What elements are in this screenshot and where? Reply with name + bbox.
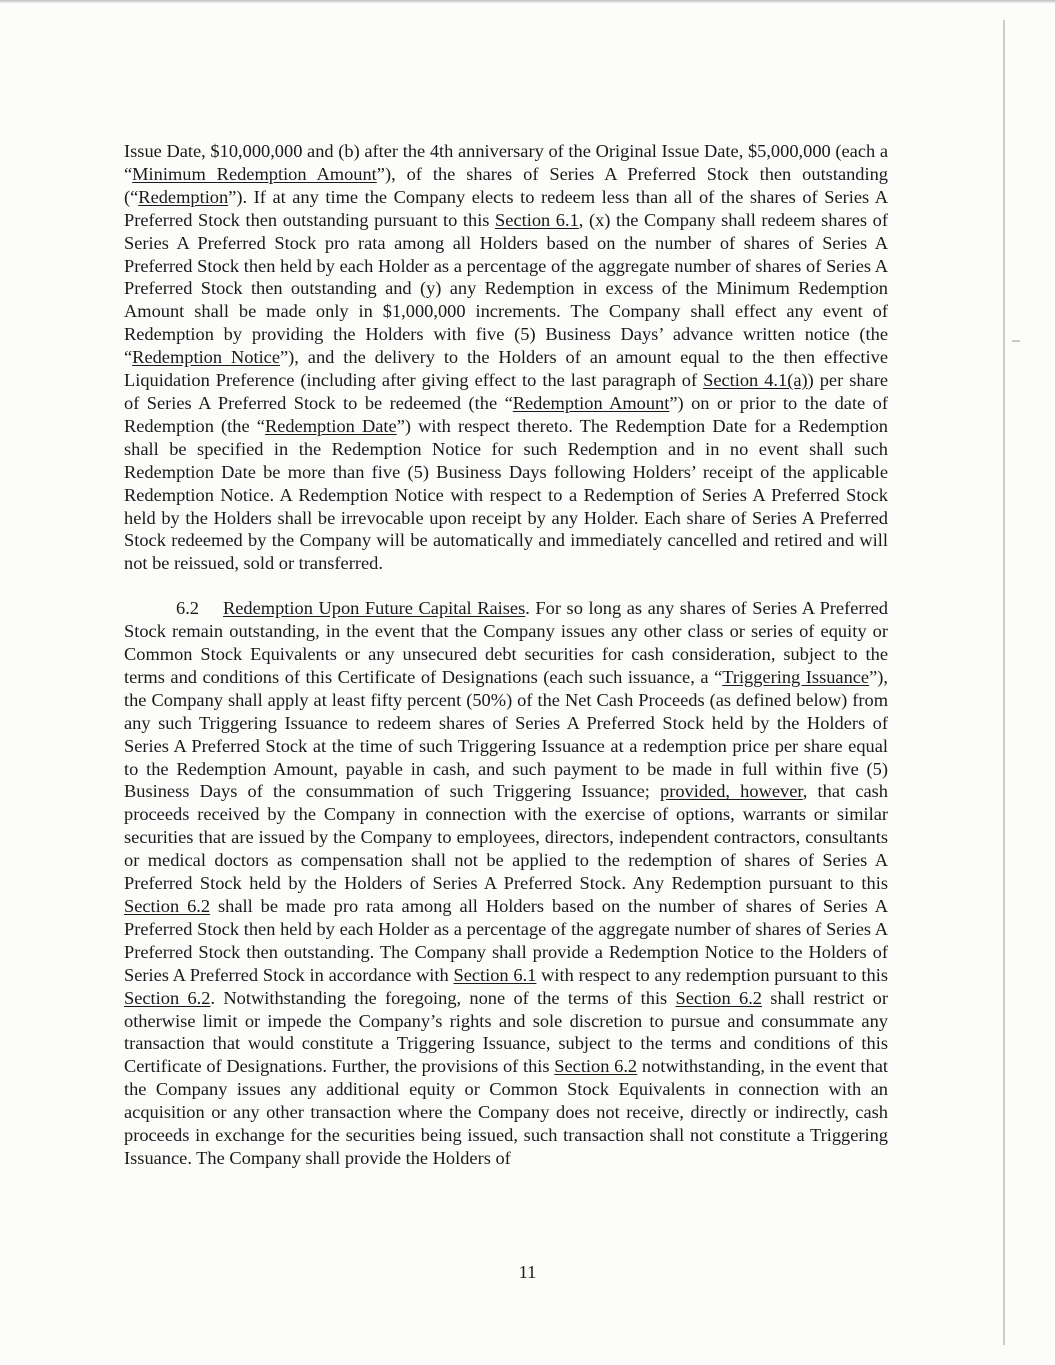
text-run: , (x) the Company shall redeem shares of Series A Preferred Stock pro rata among all Holders based on the number of shares of Series A Preferred Stock then held by each Holder as a percentage of the aggregate number of shares of Series A Preferred Stock then outstanding and (y) any Redemption in excess of the Minimum Redemption Amount shall be made only in $1,000,000 increments. The Company shall effect any event of Redemption by providing the Holders with five (5) Business Days’ advance written notice (the “ bbox=[124, 209, 888, 368]
section-heading: Redemption Upon Future Capital Raises bbox=[223, 598, 526, 619]
text-run: ”), the Company shall apply at least fifty percent (50%) of the Net Cash Proceeds (as defined below) from any such Triggering Issuance to redeem shares of Series A Preferred Stock held by the Holders of Series A Preferred Stock at the time of such Triggering Issuance at a redemption price per share equal to the Redemption Amount, payable in cash, and such payment to be made in full within five (5) Business Days of the consummation of such Triggering Issuance; bbox=[124, 666, 888, 802]
scan-mark bbox=[1012, 340, 1020, 342]
text-run: ”), of the shares of Series A Preferred Stock then outstanding (“ bbox=[124, 163, 889, 207]
defined-term: Redemption Notice bbox=[132, 347, 281, 368]
section-reference: Section 4.1(a) bbox=[703, 370, 808, 391]
text-run: ) per share of Series A Preferred Stock to be redeemed (the “ bbox=[124, 370, 888, 413]
defined-term: Redemption Date bbox=[264, 415, 397, 436]
defined-term: Minimum Redemption Amount bbox=[132, 163, 377, 184]
text-run: ”), and the delivery to the Holders of an amount equal to the then effective Liquidation Preference (including after giving effect to the last paragraph of bbox=[124, 347, 889, 391]
text-run: shall restrict or otherwise limit or impede the Company’s rights and sole discretion to pursue and consummate any transaction that would constitute a Triggering Issuance, subject to the terms and conditions of this Certificate of Designations. Further, the provisions of this bbox=[124, 987, 889, 1077]
section-reference: Section 6.1 bbox=[453, 964, 537, 985]
section-number: 6.2 bbox=[176, 598, 199, 619]
section-reference: Section 6.2 bbox=[124, 896, 211, 916]
section-reference: Section 6.2 bbox=[554, 1056, 638, 1077]
text-run: ”). If at any time the Company elects to redeem less than all of the shares of Series A Preferred Stock then outstanding pursuant to this bbox=[124, 186, 888, 230]
scan-right-edge bbox=[1003, 20, 1005, 1345]
text-run: ”) on or prior to the date of Redemption (the “ bbox=[124, 392, 888, 436]
section-reference: Section 6.2 bbox=[124, 987, 211, 1008]
text-run: Issue Date, $10,000,000 and (b) after the 4th anniversary of the Original Issue Date, $5,000,000 (each a “ bbox=[124, 141, 888, 184]
defined-term: Redemption Amount bbox=[512, 392, 670, 413]
text-run: notwithstanding, in the event that the Company issues any additional equity or Common Stock Equivalents in connection with an acquisition or any other transaction where the Company does not receive, directly or indirectly, cash proceeds in exchange for the securities being issued, such transaction shall not constitute a Triggering Issuance. The Company shall provide the Holders of bbox=[124, 1056, 889, 1168]
emphasis-term: provided, however bbox=[660, 781, 803, 802]
section-reference: Section 6.2 bbox=[675, 987, 762, 1008]
defined-term: Redemption bbox=[138, 186, 229, 207]
paragraph-section-6-2 bbox=[124, 597, 888, 1170]
text-run: . Notwithstanding the foregoing, none of the terms of this bbox=[210, 987, 676, 1008]
text-run: with respect to any redemption pursuant to this bbox=[536, 964, 888, 985]
section-reference: Section 6.1 bbox=[495, 209, 579, 230]
page-number: 11 bbox=[518, 1262, 537, 1282]
text-run: ”) with respect thereto. The Redemption Date for a Redemption shall be specified in the Redemption Notice for such Redemption and in no event shall such Redemption Date be more than five (5) Business Days following Holders’ receipt of the applicable Redemption Notice. A Redemption Notice with respect to a Redemption of Series A Preferred Stock held by the Holders shall be irrevocable upon receipt by any Holder. Each share of Series A Preferred Stock redeemed by the Company will be automatically and immediately cancelled and retired and will not be reissued, sold or transferred. bbox=[124, 415, 888, 574]
text-run: , that cash proceeds received by the Company in connection with the exercise of options, warrants or similar securities that are issued by the Company to employees, directors, independent contractors, consultants or medical doctors as compensation shall not be applied to the redemption of shares of Series A Preferred Stock held by the Holders of Series A Preferred Stock. Any Redemption pursuant to this bbox=[124, 781, 888, 894]
scan-top-edge bbox=[0, 0, 1055, 3]
text-run: shall be made pro rata among all Holders based on the number of shares of Series A Preferred Stock then held by each Holder as a percentage of the aggregate number of shares of Series A Preferred Stock then outstanding. The Company shall provide a Redemption Notice to the Holders of Series A Preferred Stock in accordance with bbox=[124, 896, 889, 985]
text-run: . For so long as any shares of Series A Preferred Stock remain outstanding, in the event that the Company issues any other class or series of equity or Common Stock Equivalents or any unsecured debt securities for cash consideration, subject to the terms and conditions of this Certificate of Designations (each such issuance, a “ bbox=[124, 598, 888, 687]
defined-term: Triggering Issuance bbox=[722, 666, 870, 687]
document-body bbox=[124, 140, 888, 1170]
paragraph-redemption bbox=[124, 140, 888, 575]
